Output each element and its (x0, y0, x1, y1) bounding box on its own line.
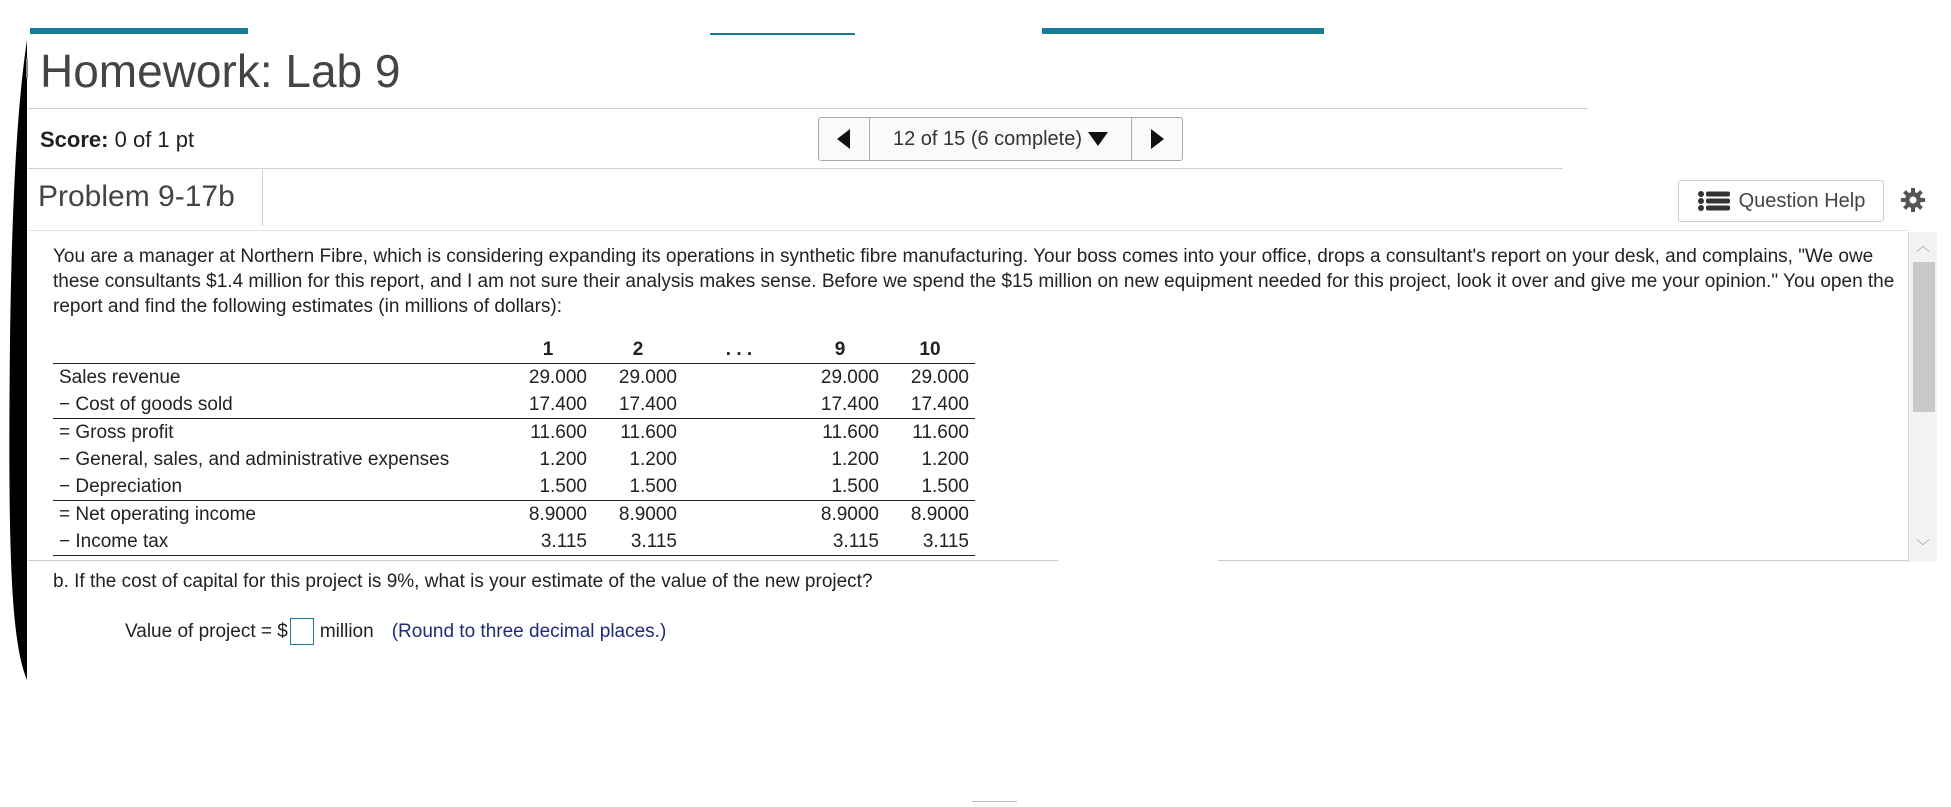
title-marker (26, 58, 28, 78)
table-cell: 17.400 (618, 393, 677, 415)
table-cell: 1.200 (629, 448, 677, 470)
rounding-hint: (Round to three decimal places.) (391, 620, 667, 642)
next-question-button[interactable] (1132, 118, 1182, 160)
table-cell: 3.115 (593, 528, 683, 556)
table-cell (683, 473, 795, 501)
row-label: = Net operating income (53, 501, 503, 529)
table-row (53, 419, 975, 447)
table-cell: 11.600 (885, 419, 975, 447)
table-row (53, 446, 975, 473)
table-cell: 17.400 (528, 393, 587, 415)
score-value: 0 of 1 pt (114, 127, 195, 152)
table-cell: 8.9000 (593, 501, 683, 529)
divider (1218, 560, 1908, 561)
header-strip (30, 28, 248, 34)
answer-row (125, 618, 666, 645)
row-label: = Gross profit (53, 419, 503, 447)
content-scrollbar[interactable] (1908, 232, 1937, 562)
table-cell: 29.000 (820, 366, 879, 388)
table-cell (683, 528, 795, 556)
row-label: Sales revenue (59, 366, 181, 388)
gear-icon[interactable] (1898, 187, 1928, 213)
list-icon (1697, 190, 1731, 212)
divider (262, 170, 263, 226)
table-header: . . . (683, 336, 795, 364)
table-cell (683, 501, 795, 529)
table-header: 2 (593, 336, 683, 364)
table-cell: 3.115 (503, 528, 593, 556)
table-cell: 1.200 (921, 448, 969, 470)
table-cell (683, 446, 795, 473)
score (40, 127, 194, 153)
estimates-table (53, 336, 975, 556)
question-status: 12 of 15 (6 complete) (893, 127, 1082, 150)
divider (28, 560, 1058, 561)
scroll-down-icon[interactable]: ﹀ (1916, 538, 1930, 554)
question-help-button[interactable] (1678, 180, 1884, 222)
project-value-input[interactable] (290, 618, 314, 645)
table-row (53, 473, 975, 501)
table-row (53, 528, 975, 556)
score-label: Score: (40, 127, 109, 152)
left-edge-shadow (0, 40, 27, 680)
header-strip (710, 33, 855, 35)
table-cell: 8.9000 (795, 501, 885, 529)
table-cell: 1.500 (921, 475, 969, 497)
header-strip (1042, 28, 1324, 34)
divider (28, 108, 1588, 109)
scroll-up-icon[interactable]: ︿ (1916, 238, 1930, 254)
scrollbar-thumb[interactable] (1913, 262, 1935, 412)
table-cell: 17.400 (820, 393, 879, 415)
caret-down-icon (1088, 132, 1108, 146)
page-title: Homework: Lab 9 (40, 45, 401, 97)
table-cell: 11.600 (795, 419, 885, 447)
question-help-label: Question Help (1738, 189, 1866, 212)
answer-unit: million (319, 620, 374, 642)
table-header-row (53, 336, 975, 364)
row-label: − Depreciation (59, 475, 183, 497)
table-cell: 1.500 (629, 475, 677, 497)
table-cell (683, 391, 795, 419)
problem-content (27, 232, 1907, 562)
table-cell: 1.500 (539, 475, 587, 497)
previous-question-button[interactable] (819, 118, 869, 160)
problem-title: Problem 9-17b (38, 180, 235, 213)
table-cell: 8.9000 (885, 501, 975, 529)
triangle-right-icon (1150, 129, 1164, 149)
table-header: 9 (795, 336, 885, 364)
question-pager (818, 117, 1183, 161)
table-cell (683, 419, 795, 447)
row-label: − Cost of goods sold (59, 393, 233, 415)
table-cell (683, 364, 795, 392)
table-cell: 29.000 (618, 366, 677, 388)
row-label: − General, sales, and administrative expenses (59, 448, 450, 470)
triangle-left-icon (837, 129, 851, 149)
question-selector[interactable] (869, 118, 1132, 160)
table-row (53, 391, 975, 419)
table-cell: 29.000 (528, 366, 587, 388)
divider (28, 168, 1563, 169)
table-cell: 8.9000 (503, 501, 593, 529)
question-text: b. If the cost of capital for this project is 9%, what is your estimate of the value of the new project? (53, 571, 873, 592)
problem-statement: You are a manager at Northern Fibre, which is considering expanding its operations in synthetic fibre manufacturing. Your boss comes into your office, drops a consultant's report on your desk, and complains, "We owe these consultants $1.4 million for this report, and I am not sure their analysis makes sense. Before we spend the $15 million on new equipment needed for this project, look it over and give me your opinion." You open the report and find the following estimates (in millions of dollars): (53, 246, 1895, 317)
table-cell: 29.000 (910, 366, 969, 388)
table-cell: 1.500 (831, 475, 879, 497)
table-header: 1 (503, 336, 593, 364)
table-header (53, 336, 503, 364)
divider (28, 230, 1908, 231)
table-header: 10 (885, 336, 975, 364)
table-row (53, 364, 975, 392)
table-cell: 17.400 (910, 393, 969, 415)
table-cell: 3.115 (885, 528, 975, 556)
answer-label: Value of project = $ (125, 620, 288, 642)
table-cell: 11.600 (593, 419, 683, 447)
divider (972, 801, 1017, 802)
row-label: − Income tax (53, 528, 503, 556)
table-cell: 11.600 (503, 419, 593, 447)
table-row (53, 501, 975, 529)
table-cell: 3.115 (795, 528, 885, 556)
table-cell: 1.200 (831, 448, 879, 470)
table-cell: 1.200 (539, 448, 587, 470)
